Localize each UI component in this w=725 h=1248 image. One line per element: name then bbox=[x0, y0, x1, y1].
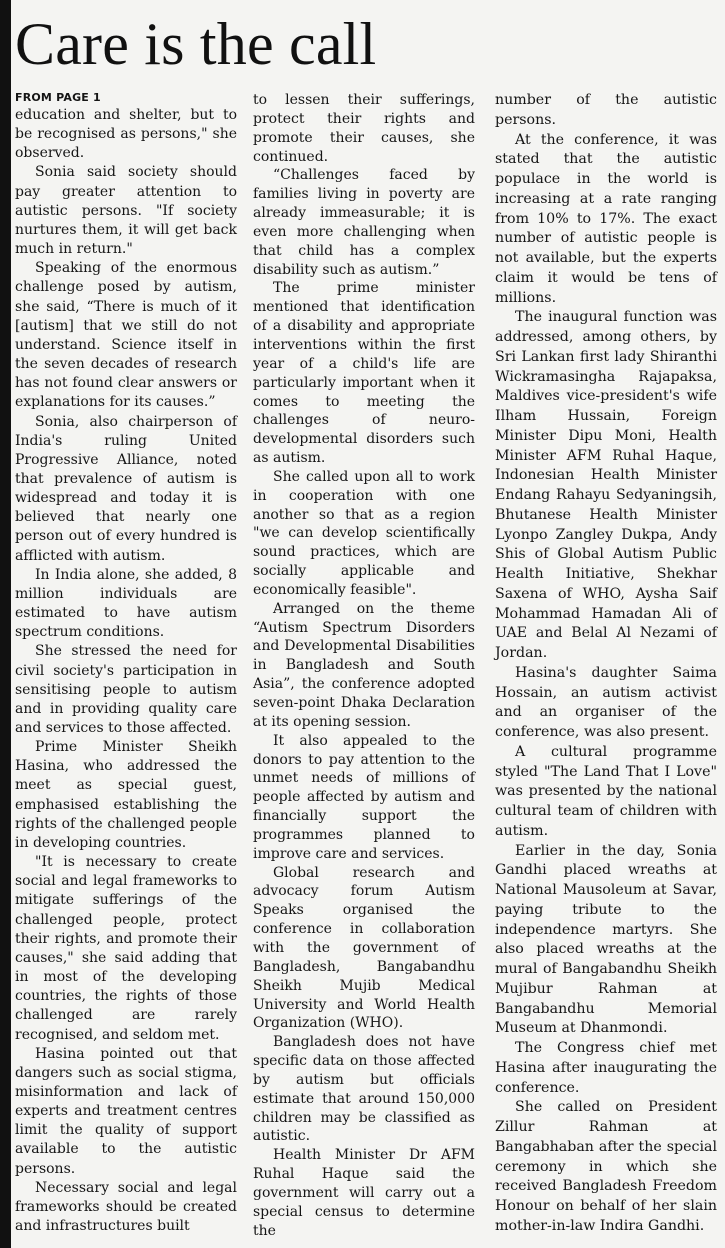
paragraph: Sonia said society should pay greater attention to autistic persons. "If society nurtures them, it will get back much in return." bbox=[15, 164, 237, 258]
paragraph: Speaking of the enormous challenge posed by autism, she said, “There is much of it [autism] that we still do not understand. Science itself in the seven decades of research has not found clear answers or explanations for its causes.” bbox=[15, 260, 237, 411]
article-column-1 bbox=[15, 91, 237, 1236]
paragraph: "It is necessary to create social and legal frameworks to mitigate sufferings of the challenged people, protect their rights, and promote their causes," she said adding that in most of the developing countries, the rights of those challenged are rarely recognised, and seldom met. bbox=[15, 854, 237, 1043]
paragraph: Arranged on the theme “Autism Spectrum Disorders and Developmental Disabilities in Bangladesh and South Asia”, the conference adopted seven-point Dhaka Declaration at its opening session. bbox=[253, 600, 475, 730]
paragraph: education and shelter, but to be recognised as persons," she observed. bbox=[15, 107, 237, 162]
paragraph: Earlier in the day, Sonia Gandhi placed wreaths at National Mausoleum at Savar, paying tribute to the independence martyrs. She also placed wreaths at the mural of Bangabandhu Sheikh Mujibur Rahman at Bangabandhu Memorial Museum at Dhanmondi. bbox=[495, 842, 717, 1037]
paragraph: Hasina's daughter Saima Hossain, an autism activist and an organiser of the conference, was also present. bbox=[495, 664, 717, 740]
paragraph: Global research and advocacy forum Autism Speaks organised the conference in collaboration with the government of Bangladesh, Bangabandhu Sheikh Mujib Medical University and World Health Organization (WHO). bbox=[253, 864, 475, 1032]
paragraph: Health Minister Dr AFM Ruhal Haque said the government will carry out a special census to determine the bbox=[253, 1147, 475, 1239]
article-column-3 bbox=[495, 91, 717, 1237]
article-column-2 bbox=[253, 91, 475, 1240]
paragraph: The prime minister mentioned that identification of a disability and appropriate interventions within the first year of a child's life are particularly important when it comes to meeting the challenges of neuro-developmental disorders such as autism. bbox=[253, 280, 475, 467]
paragraph: number of the autistic persons. bbox=[495, 92, 717, 128]
paragraph: to lessen their sufferings, protect their rights and promote their causes, she continued. bbox=[253, 92, 475, 165]
paragraph: Bangladesh does not have specific data on those affected by autism but officials estimate that around 150,000 children may be classified as autistic. bbox=[253, 1034, 475, 1145]
paragraph: At the conference, it was stated that the autistic populace in the world is increasing at a rate ranging from 10% to 17%. The exact number of autistic people is not available, but the experts claim it would be tens of millions. bbox=[495, 131, 717, 306]
paragraph: She called on President Zillur Rahman at Bangabhaban after the special ceremony in which she received Bangladesh Freedom Honour on behalf of her slain mother-in-law Indira Gandhi. bbox=[495, 1099, 717, 1234]
paragraph: Necessary social and legal frameworks should be created and infrastructures built bbox=[15, 1179, 237, 1235]
paragraph: The Congress chief met Hasina after inaugurating the conference. bbox=[495, 1040, 717, 1096]
paragraph: She stressed the need for civil society's participation in sensitising people to autism and in providing quality care and services to those affected. bbox=[15, 643, 237, 736]
paragraph: It also appealed to the donors to pay attention to the unmet needs of millions of people affected by autism and financially support the programmes planned to improve care and services. bbox=[253, 732, 475, 862]
paragraph: In India alone, she added, 8 million individuals are estimated to have autism spectrum conditions. bbox=[15, 566, 237, 641]
headline: Care is the call bbox=[15, 11, 377, 77]
kicker: FROM PAGE 1 bbox=[15, 91, 101, 104]
paragraph: The inaugural function was addressed, among others, by Sri Lankan first lady Shiranthi Wickramasingha Rajapaksa, Maldives vice-president's wife Ilham Hussain, Foreign Minister Dipu Moni, Health Minister AFM Ruhal Haque, Indonesian Health Minister Endang Rahayu Sedyaningsih, Bhutanese Health Minister Lyonpo Zangley Dukpa, Andy Shis of Global Autism Public Health Initiative, Shekhar Saxena of WHO, Aysha Saif Mohammad Hamadan Ali of UAE and Belal Al Nezami of Jordan. bbox=[495, 309, 717, 661]
paragraph: She called upon all to work in cooperation with one another so that as a region "we can develop scientifically sound practices, which are socially applicable and economically feasible". bbox=[253, 468, 475, 598]
paragraph: “Challenges faced by families living in poverty are already immeasurable; it is even more challenging when that child has a complex disability such as autism.” bbox=[253, 167, 475, 278]
paragraph: A cultural programme styled "The Land That I Love" was presented by the national cultural team of children with autism. bbox=[495, 743, 717, 839]
paragraph: Prime Minister Sheikh Hasina, who addressed the meet as special guest, emphasised establishing the rights of the challenged people in developing countries. bbox=[15, 739, 237, 851]
left-margin-rule bbox=[0, 0, 11, 1248]
paragraph: Sonia, also chairperson of India's ruling United Progressive Alliance, noted that prevalence of autism is widespread and today it is believed that nearly one person out of every hundred is afflicted with autism. bbox=[15, 413, 237, 564]
paragraph: Hasina pointed out that dangers such as social stigma, misinformation and lack of experts and treatment centres limit the quality of support available to the autistic persons. bbox=[15, 1045, 237, 1177]
